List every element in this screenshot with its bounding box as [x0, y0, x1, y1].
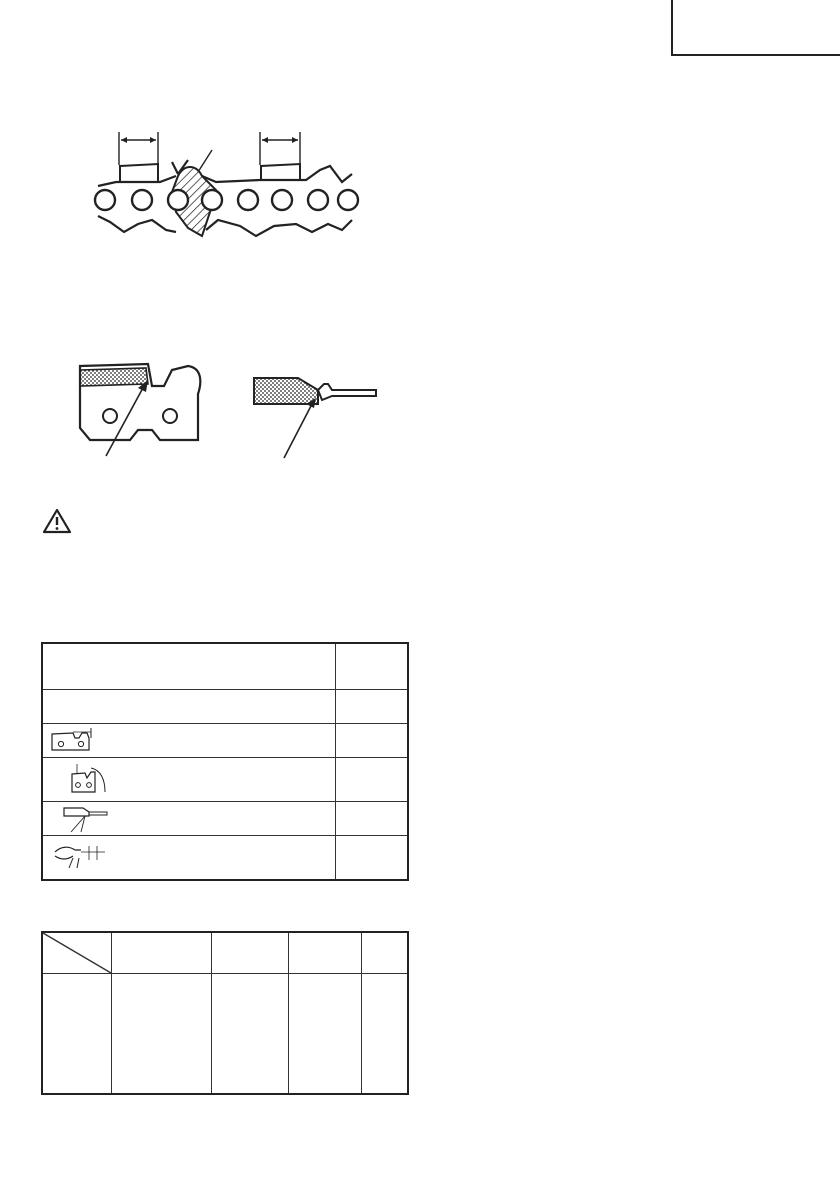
sharpening-spec-table: [41, 642, 409, 881]
page-corner-tab: [671, 0, 840, 56]
side-plate-angle-icon: [61, 804, 109, 834]
chain-pitch-diagram: [80, 120, 380, 250]
cutter-side-view-figure: [68, 358, 218, 458]
diagonal-header-cell: [43, 933, 111, 973]
warning-triangle-icon: [42, 508, 72, 534]
chain-compatibility-table: [41, 931, 409, 1095]
cutter-top-view-figure: [248, 370, 388, 462]
top-plate-length-icon: [49, 728, 93, 754]
depth-gauge-icon: [51, 840, 109, 870]
top-plate-angle-icon: [69, 762, 109, 798]
